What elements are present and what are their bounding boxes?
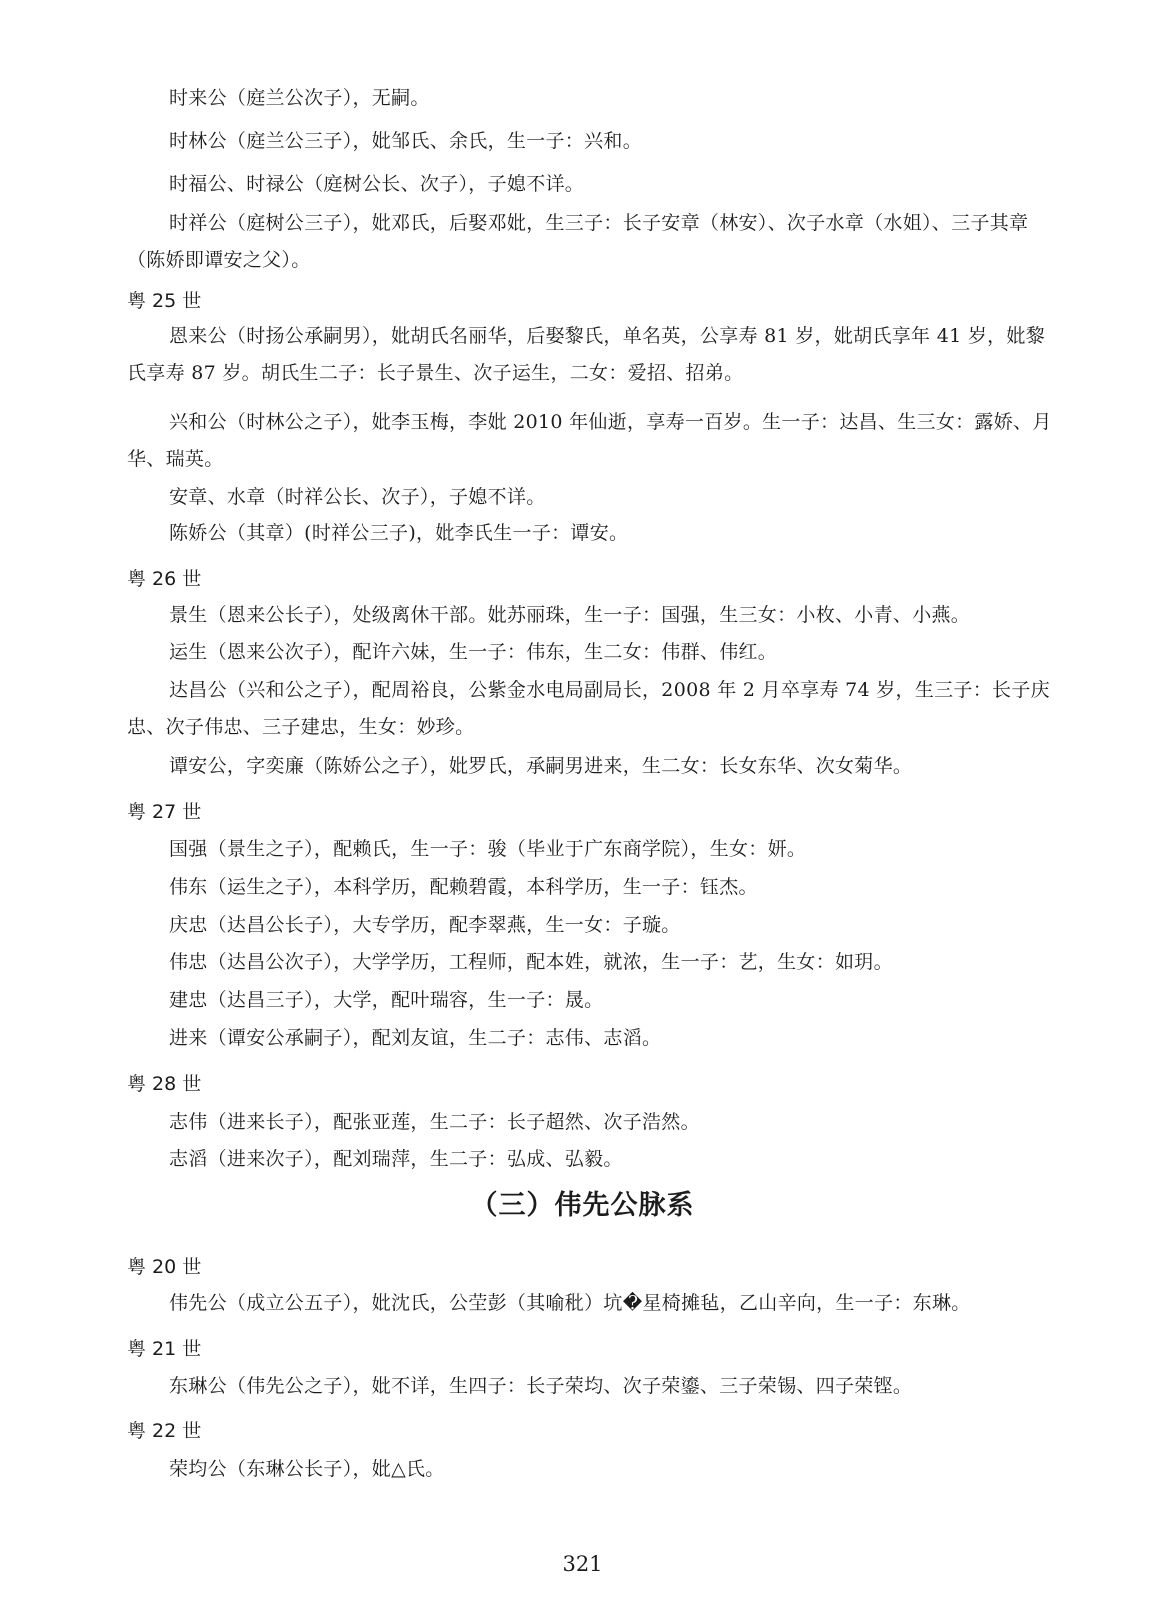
generation-heading-28: 粤 28 世 xyxy=(127,1073,202,1095)
generation-heading-20: 粤 20 世 xyxy=(127,1256,202,1278)
paragraph-13: 国强（景生之子），配赖氏，生一子：骏（毕业于广东商学院），生女：妍。 xyxy=(169,838,807,860)
paragraph-8: 陈娇公（其章）(时祥公三子)，妣李氏生一子：谭安。 xyxy=(169,522,629,544)
paragraph-15: 庆忠（达昌公长子），大专学历，配李翠燕，生一女：子璇。 xyxy=(169,914,681,936)
paragraph-19: 志伟（进来长子），配张亚莲，生二子：长子超然、次子浩然。 xyxy=(169,1111,700,1133)
paragraph-1: 时来公（庭兰公次子），无嗣。 xyxy=(169,87,430,109)
generation-heading-21: 粤 21 世 xyxy=(127,1338,202,1360)
paragraph-12: 谭安公，字奕廉（陈娇公之子），妣罗氏，承嗣男进来，生二女：长女东华、次女菊华。 xyxy=(169,755,913,777)
paragraph-10: 运生（恩来公次子），配许六妹，生一子：伟东，生二女：伟群、伟红。 xyxy=(169,641,778,663)
paragraph-22: 东琳公（伟先公之子），妣不详，生四子：长子荣均、次子荣鎏、三子荣锡、四子荣铿。 xyxy=(169,1375,913,1397)
generation-heading-22: 粤 22 世 xyxy=(127,1420,202,1442)
paragraph-11: 达昌公（兴和公之子），配周裕良，公紫金水电局副局长，2008 年 2 月卒享寿 74 岁，生三子：长子庆忠、次子伟忠、三子建忠，生女：妙珍。 xyxy=(127,679,1050,738)
paragraph-9: 景生（恩来公长子），处级离休干部。妣苏丽珠，生一子：国强，生三女：小枚、小青、小燕。 xyxy=(169,604,971,626)
paragraph-18: 进来（谭安公承嗣子），配刘友谊，生二子：志伟、志滔。 xyxy=(169,1027,662,1049)
paragraph-5: 恩来公（时扬公承嗣男），妣胡氏名丽华，后娶黎氏，单名英，公享寿 81 岁，妣胡氏享年 41 岁，妣黎氏享寿 87 岁。胡氏生二子：长子景生、次子运生，二女：爱招、招弟。 xyxy=(127,325,1046,384)
paragraph-14: 伟东（运生之子），本科学历，配赖碧霞，本科学历，生一子：钰杰。 xyxy=(169,876,758,898)
paragraph-6: 兴和公（时林公之子），妣李玉梅，李妣 2010 年仙逝，享寿一百岁。生一子：达昌、生三女：露娇、月华、瑞英。 xyxy=(127,411,1052,470)
paragraph-17: 建忠（达昌三子），大学，配叶瑞容，生一子：晟。 xyxy=(169,989,604,1011)
paragraph-7: 安章、水章（时祥公长、次子），子媳不详。 xyxy=(169,486,546,508)
paragraph-16: 伟忠（达昌公次子），大学学历，工程师，配本姓，就浓，生一子：艺，生女：如玥。 xyxy=(169,951,893,973)
paragraph-23: 荣均公（东琳公长子），妣△氏。 xyxy=(169,1458,445,1480)
paragraph-20: 志滔（进来次子），配刘瑞萍，生二子：弘成、弘毅。 xyxy=(169,1148,623,1170)
generation-heading-25: 粤 25 世 xyxy=(127,290,202,312)
section-heading: （三）伟先公脉系 xyxy=(470,1190,695,1221)
generation-heading-26: 粤 26 世 xyxy=(127,568,202,590)
page-number: 321 xyxy=(562,1552,603,1576)
paragraph-4: 时祥公（庭树公三子），妣邓氏，后娶邓妣，生三子：长子安章（林安）、次子水章（水姐）、三子其章（陈娇即谭安之父）。 xyxy=(127,212,1029,271)
paragraph-21: 伟先公（成立公五子），妣沈氏，公茔彭（其喻秕）坑�星椅摊毡，乙山辛向，生一子：东琳。 xyxy=(169,1292,971,1314)
paragraph-2: 时林公（庭兰公三子），妣邹氏、余氏，生一子：兴和。 xyxy=(169,130,643,152)
generation-heading-27: 粤 27 世 xyxy=(127,801,202,823)
paragraph-3: 时福公、时禄公（庭树公长、次子），子媳不详。 xyxy=(169,173,585,195)
